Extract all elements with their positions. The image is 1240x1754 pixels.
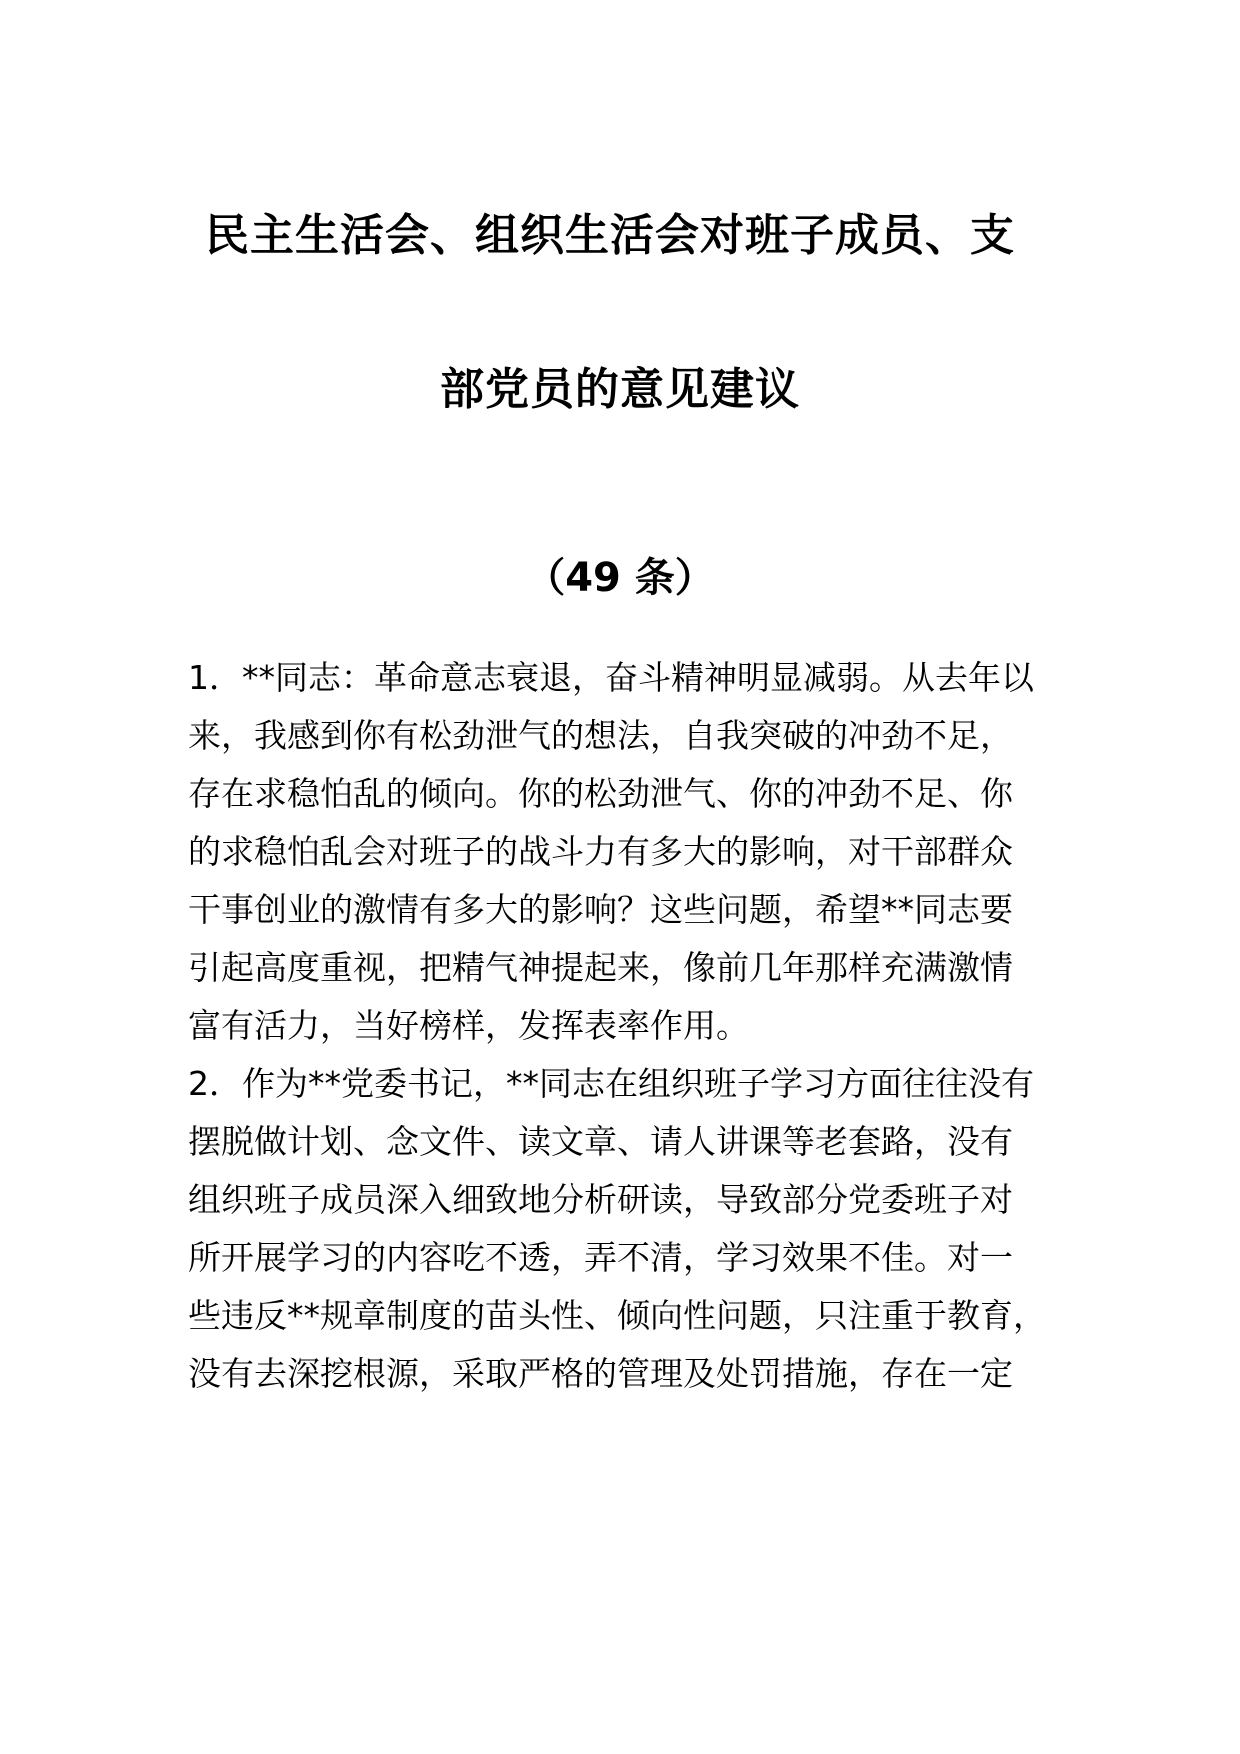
body-line: 所开展学习的内容吃不透，弄不清，学习效果不佳。对一 xyxy=(188,1238,1013,1277)
body-line: 2．作为**党委书记，**同志在组织班子学习方面往往没有 xyxy=(188,1064,1034,1103)
body-line: 干事创业的激情有多大的影响？这些问题，希望**同志要 xyxy=(188,890,1013,929)
body-line: 存在求稳怕乱的倾向。你的松劲泄气、你的冲劲不足、你 xyxy=(188,774,1013,813)
body-line: 引起高度重视，把精气神提起来，像前几年那样充满激情 xyxy=(188,948,1013,987)
document-subtitle: （49 条） xyxy=(525,555,715,601)
body-line: 富有活力，当好榜样，发挥表率作用。 xyxy=(188,1006,749,1045)
body-line: 的求稳怕乱会对班子的战斗力有多大的影响，对干部群众 xyxy=(188,832,1013,871)
body-line: 1．**同志：革命意志衰退，奋斗精神明显减弱。从去年以 xyxy=(188,658,1034,697)
body-line: 没有去深挖根源，采取严格的管理及处罚措施，存在一定 xyxy=(188,1354,1013,1393)
body-line: 来，我感到你有松劲泄气的想法，自我突破的冲劲不足， xyxy=(188,716,1013,755)
body-line: 组织班子成员深入细致地分析研读，导致部分党委班子对 xyxy=(188,1180,1013,1219)
body-line: 摆脱做计划、念文件、读文章、请人讲课等老套路，没有 xyxy=(188,1122,1013,1161)
document-title-line-2: 部党员的意见建议 xyxy=(440,364,800,415)
body-line: 些违反**规章制度的苗头性、倾向性问题，只注重于教育， xyxy=(188,1296,1046,1335)
document-title-line-1: 民主生活会、组织生活会对班子成员、支 xyxy=(205,210,1015,261)
